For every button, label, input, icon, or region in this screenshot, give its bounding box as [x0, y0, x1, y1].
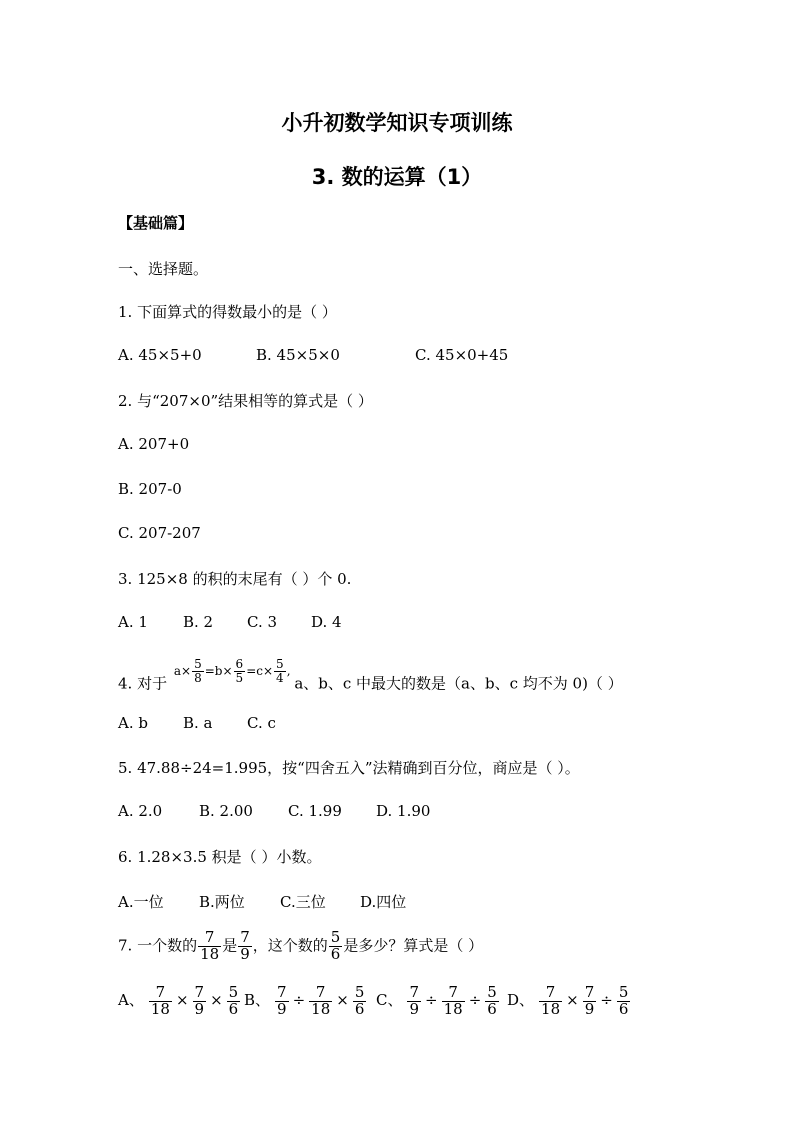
q7-c-frac-3	[485, 985, 499, 1018]
q7-d-f1-num: 7	[539, 985, 562, 1002]
q7-f2-numerator: 7	[240, 928, 250, 946]
q7-d-f3-num: 5	[618, 983, 629, 1001]
q3-option-a[interactable]: A. 1	[118, 613, 148, 631]
q7-d-frac-3	[617, 985, 631, 1018]
q7-b-op-1: ÷	[292, 991, 306, 1010]
q7-d-label: D、	[507, 991, 535, 1010]
q7-c-op-1: ÷	[425, 991, 438, 1010]
part-heading: 一、选择题。	[118, 260, 209, 278]
q4-option-c[interactable]: C. c	[247, 714, 276, 732]
q6-option-b[interactable]: B.两位	[199, 893, 245, 911]
q7-f3-denominator: 6	[330, 944, 341, 963]
question-7	[118, 930, 483, 963]
q4-var-c: c	[256, 663, 263, 678]
page-title: 小升初数学知识专项训练	[281, 111, 513, 135]
q7-c-f1-num: 7	[409, 983, 420, 1001]
page-subtitle: 3. 数的运算（1）	[311, 165, 483, 189]
q7-a-op-1: ×	[175, 991, 189, 1010]
q7-d-frac-2	[583, 985, 597, 1018]
q4-times-3: ×	[262, 663, 274, 678]
q7-f2-denominator: 9	[240, 944, 250, 963]
q4-option-a[interactable]: A. b	[118, 714, 148, 732]
q4-option-b[interactable]: B. a	[183, 714, 213, 732]
q7-a-frac-1	[149, 985, 172, 1018]
q4-fraction-1	[192, 658, 204, 684]
q7-d-f1-den: 18	[541, 999, 561, 1018]
q7-f1-numerator: 7	[198, 930, 221, 947]
q7-part-3: ，这个数的	[252, 936, 328, 955]
q7-a-frac-2	[193, 985, 207, 1018]
q7-a-f2-num: 7	[194, 983, 205, 1001]
q7-a-f3-num: 5	[228, 983, 239, 1001]
q7-c-frac-2	[442, 985, 465, 1018]
q7-c-f3-den: 6	[487, 999, 497, 1018]
q7-b-f1-den: 9	[277, 999, 287, 1018]
question-4	[118, 657, 623, 698]
q4-fraction-3	[274, 658, 286, 684]
q3-option-b[interactable]: B. 2	[183, 613, 214, 631]
q6-option-c[interactable]: C.三位	[280, 893, 326, 911]
q7-b-f3-den: 6	[354, 999, 365, 1018]
q2-option-a[interactable]: A. 207+0	[118, 435, 190, 453]
question-6: 6. 1.28×3.5 积是（ ）小数。	[118, 848, 322, 866]
q7-d-op-1: ×	[566, 991, 579, 1010]
question-3: 3. 125×8 的积的末尾有（ ）个 0.	[118, 570, 352, 588]
q7-b-f2-den: 18	[311, 999, 331, 1018]
q7-b-frac-1	[275, 985, 289, 1018]
q7-d-f3-den: 6	[618, 999, 629, 1018]
q7-a-label: A、	[118, 991, 144, 1010]
question-2: 2. 与“207×0”结果相等的算式是（ ）	[118, 392, 373, 410]
q5-option-a[interactable]: A. 2.0	[118, 802, 163, 820]
q4-equation	[173, 657, 294, 685]
q7-a-f1-num: 7	[149, 985, 172, 1002]
q4-f1-numerator: 5	[194, 657, 202, 671]
q4-var-a: a	[173, 663, 182, 678]
q6-option-d[interactable]: D.四位	[360, 893, 407, 911]
question-5: 5. 47.88÷24=1.995，按“四舍五入”法精确到百分位，商应是（ ）。	[118, 759, 580, 777]
q5-option-c[interactable]: C. 1.99	[288, 802, 342, 820]
q7-fraction-1	[198, 930, 221, 963]
q7-option-a[interactable]	[118, 985, 241, 1018]
q4-fraction-2	[234, 658, 246, 684]
q4-var-b: b	[214, 663, 223, 678]
q7-c-frac-1	[407, 985, 421, 1018]
q2-option-b[interactable]: B. 207-0	[118, 480, 182, 498]
q1-option-b[interactable]: B. 45×5×0	[256, 346, 340, 364]
q1-option-a[interactable]: A. 45×5+0	[118, 346, 202, 364]
q7-c-f2-den: 18	[443, 999, 463, 1018]
q4-suffix: a、b、c 中最大的数是（a、b、c 均不为 0)（ ）	[294, 674, 623, 693]
q7-f3-numerator: 5	[330, 928, 341, 946]
q4-eq-1: =	[204, 663, 215, 678]
q4-times-1: ×	[181, 663, 192, 678]
q7-a-f3-den: 6	[228, 999, 239, 1018]
q4-times-2: ×	[222, 663, 233, 678]
q4-f1-denominator: 8	[194, 670, 202, 685]
q4-f3-numerator: 5	[276, 657, 284, 671]
q7-option-d[interactable]	[507, 985, 631, 1018]
q7-a-f1-den: 18	[150, 999, 170, 1018]
q7-f1-denominator: 18	[200, 944, 220, 963]
q7-b-f3-num: 5	[354, 983, 365, 1001]
q4-comma: ,	[286, 663, 291, 678]
q7-part-4: 是多少？算式是（ ）	[343, 936, 484, 955]
q7-b-op-2: ×	[336, 991, 349, 1010]
q7-option-b[interactable]	[244, 985, 367, 1018]
q3-option-c[interactable]: C. 3	[247, 613, 278, 631]
q7-d-frac-1	[539, 985, 562, 1018]
q7-a-f2-den: 9	[194, 999, 205, 1018]
q5-option-b[interactable]: B. 2.00	[199, 802, 253, 820]
q6-option-a[interactable]: A.一位	[118, 893, 164, 911]
q4-f2-numerator: 6	[235, 657, 244, 671]
q7-c-f3-num: 5	[487, 983, 497, 1001]
q7-b-f1-num: 7	[277, 983, 287, 1001]
q4-f3-denominator: 4	[276, 670, 284, 685]
q7-fraction-3	[329, 930, 343, 963]
q7-b-frac-3	[353, 985, 367, 1018]
q7-b-frac-2	[309, 985, 332, 1018]
q1-option-c[interactable]: C. 45×0+45	[415, 346, 509, 364]
q7-fraction-2	[238, 930, 252, 963]
q4-f2-denominator: 5	[235, 670, 244, 685]
q3-option-d[interactable]: D. 4	[311, 613, 342, 631]
q7-c-label: C、	[376, 991, 403, 1010]
q7-option-c[interactable]	[376, 985, 500, 1018]
q4-eq-2: =	[246, 663, 257, 678]
question-1: 1. 下面算式的得数最小的是（ ）	[118, 303, 337, 321]
q2-option-c[interactable]: C. 207-207	[118, 524, 201, 542]
q7-b-label: B、	[244, 991, 271, 1010]
q7-c-op-2: ÷	[468, 991, 482, 1010]
q7-c-f2-num: 7	[442, 985, 465, 1002]
q7-d-f2-den: 9	[584, 999, 595, 1018]
q5-option-d[interactable]: D. 1.90	[376, 802, 431, 820]
q7-a-op-2: ×	[210, 991, 223, 1010]
q7-a-frac-3	[227, 985, 241, 1018]
q7-c-f1-den: 9	[409, 999, 420, 1018]
q7-d-f2-num: 7	[584, 983, 595, 1001]
q4-prefix: 4. 对于	[118, 674, 168, 693]
q7-d-op-2: ÷	[600, 991, 613, 1010]
section-heading: 【基础篇】	[118, 214, 194, 232]
q7-part-2: 是	[222, 936, 238, 955]
q7-b-f2-num: 7	[309, 985, 332, 1002]
q7-part-1: 7. 一个数的	[118, 936, 198, 955]
